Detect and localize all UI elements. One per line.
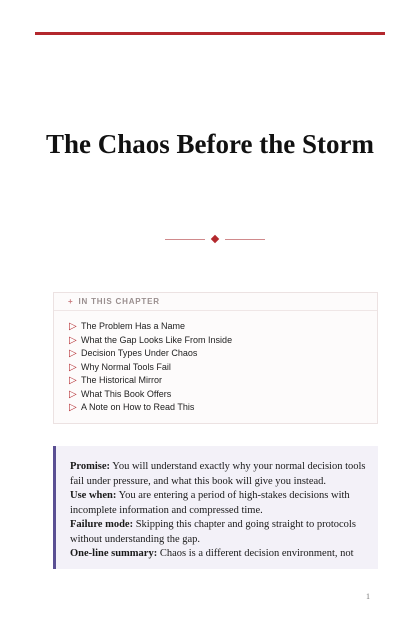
- promise-text: You will understand exactly why your normal decision tools fail under pressure, and what this book will give you instead.: [70, 461, 366, 487]
- toc-item-label: A Note on How to Read This: [81, 402, 195, 412]
- chapter-callout: [53, 446, 378, 569]
- triangle-right-icon: ▷: [69, 375, 77, 386]
- callout-promise: [70, 460, 366, 489]
- toc-item-label: What This Book Offers: [81, 388, 172, 399]
- callout-summary: [70, 547, 366, 562]
- summary-text: Chaos is a different decision environment, not: [157, 548, 354, 559]
- ornament-line-right: [225, 239, 265, 240]
- callout-failure-mode: [70, 518, 366, 547]
- triangle-right-icon: ▷: [69, 402, 77, 413]
- toc-item-label: Decision Types Under Chaos: [81, 348, 198, 358]
- toc-item[interactable]: [69, 361, 232, 375]
- triangle-right-icon: ▷: [69, 321, 77, 332]
- callout-use-when: [70, 489, 366, 518]
- promise-label: Promise:: [70, 461, 111, 472]
- plus-icon: +: [68, 297, 74, 306]
- diamond-icon: [211, 235, 219, 243]
- ornament-line-left: [165, 239, 205, 240]
- toc-item[interactable]: [69, 334, 232, 348]
- page-number: 1: [366, 592, 370, 601]
- toc-list: [69, 320, 232, 415]
- toc-header: [54, 293, 377, 311]
- toc-header-label: IN THIS CHAPTER: [78, 297, 160, 306]
- summary-label: One-line summary:: [70, 548, 158, 559]
- triangle-right-icon: ▷: [69, 348, 77, 359]
- toc-item[interactable]: [69, 347, 232, 361]
- triangle-right-icon: ▷: [69, 388, 77, 400]
- toc-item-label: The Historical Mirror: [81, 375, 163, 385]
- failure-mode-label: Failure mode:: [70, 519, 134, 530]
- toc-item[interactable]: [69, 401, 232, 415]
- chapter-contents-box: [53, 292, 378, 424]
- toc-item[interactable]: [69, 374, 232, 388]
- toc-item-label: What the Gap Looks Like From Inside: [81, 334, 233, 345]
- chapter-title: The Chaos Before the Storm: [46, 129, 374, 159]
- use-when-text: You are entering a period of high-stakes decisions with incomplete information and compressed time.: [70, 490, 350, 516]
- triangle-right-icon: ▷: [69, 334, 77, 346]
- toc-item-label: Why Normal Tools Fail: [81, 361, 171, 372]
- toc-item[interactable]: [69, 320, 232, 334]
- toc-item[interactable]: [69, 388, 232, 402]
- top-rule: [35, 32, 385, 35]
- failure-mode-text: Skipping this chapter and going straight to protocols without understanding the gap.: [70, 519, 356, 545]
- triangle-right-icon: ▷: [69, 361, 77, 373]
- title-ornament: [165, 234, 265, 244]
- use-when-label: Use when:: [70, 490, 117, 501]
- toc-item-label: The Problem Has a Name: [81, 321, 186, 331]
